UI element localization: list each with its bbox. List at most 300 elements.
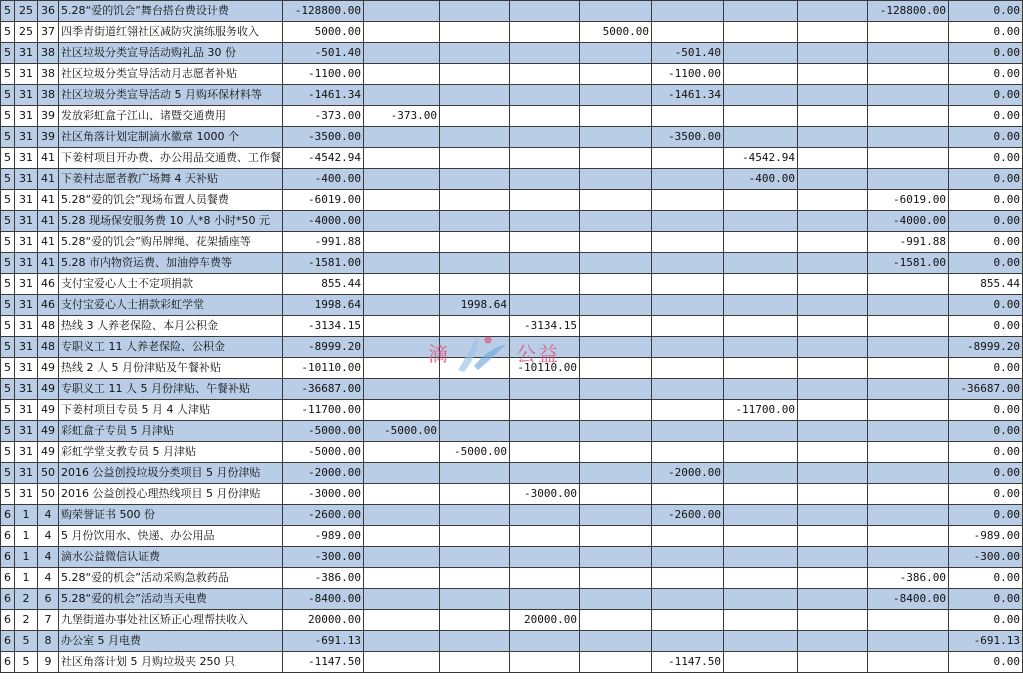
ledger-row (1, 358, 1023, 379)
amount-col-1-cell (364, 337, 440, 358)
amount-col-4-cell (580, 211, 652, 232)
amount-col-3-cell (510, 631, 580, 652)
month-cell: 5 (1, 148, 15, 169)
amount-col-1-cell (364, 484, 440, 505)
amount-col-2-cell (440, 421, 510, 442)
amount-col-7-cell (798, 169, 868, 190)
amount-col-3-cell (510, 1, 580, 22)
amount-col-4-cell (580, 547, 652, 568)
month-cell: 6 (1, 526, 15, 547)
amount-col-1-cell (364, 652, 440, 673)
ledger-row (1, 1, 1023, 22)
description-cell: 社区角落计划 5 月购垃圾夹 250 只 (59, 652, 283, 673)
month-cell: 5 (1, 22, 15, 43)
ledger-row (1, 652, 1023, 673)
amount-col-6-cell (724, 127, 798, 148)
voucher-cell: 6 (38, 589, 59, 610)
amount-col-6-cell: -11700.00 (724, 400, 798, 421)
month-cell: 5 (1, 1, 15, 22)
amount-col-6-cell (724, 589, 798, 610)
amount-col-2-cell (440, 232, 510, 253)
amount-col-5-cell (652, 295, 724, 316)
amount-col-3-cell (510, 22, 580, 43)
month-cell: 5 (1, 106, 15, 127)
ledger-row (1, 442, 1023, 463)
amount-col-2-cell (440, 400, 510, 421)
watermark-right-text: 公益 (516, 341, 560, 366)
amount-col-6-cell (724, 610, 798, 631)
month-cell: 5 (1, 64, 15, 85)
amount-col-3-cell (510, 421, 580, 442)
amount-col-4-cell (580, 652, 652, 673)
amount-col-7-cell (798, 442, 868, 463)
amount-col-8-cell: -1581.00 (868, 253, 949, 274)
description-cell: 5.28 现场保安服务费 10 人*8 小时*50 元 (59, 211, 283, 232)
amount-col-2-cell (440, 631, 510, 652)
month-cell: 5 (1, 295, 15, 316)
voucher-cell: 4 (38, 568, 59, 589)
balance-col-cell: 0.00 (949, 568, 1023, 589)
total-amount-cell: -989.00 (283, 526, 364, 547)
ledger-row (1, 547, 1023, 568)
amount-col-4-cell (580, 169, 652, 190)
description-cell: 社区垃圾分类宣导活动购礼品 30 份 (59, 43, 283, 64)
total-amount-cell: -128800.00 (283, 1, 364, 22)
total-amount-cell: -1147.50 (283, 652, 364, 673)
amount-col-7-cell (798, 568, 868, 589)
amount-col-4-cell (580, 106, 652, 127)
ledger-row (1, 337, 1023, 358)
total-amount-cell: -4000.00 (283, 211, 364, 232)
amount-col-1-cell (364, 442, 440, 463)
amount-col-2-cell (440, 547, 510, 568)
description-cell: 下姜村志愿者教广场舞 4 天补贴 (59, 169, 283, 190)
month-cell: 5 (1, 253, 15, 274)
amount-col-3-cell (510, 64, 580, 85)
amount-col-6-cell (724, 64, 798, 85)
month-cell: 5 (1, 400, 15, 421)
total-amount-cell: -5000.00 (283, 421, 364, 442)
voucher-cell: 41 (38, 169, 59, 190)
amount-col-6-cell (724, 358, 798, 379)
amount-col-4-cell (580, 610, 652, 631)
amount-col-5-cell (652, 421, 724, 442)
balance-col-cell: 0.00 (949, 610, 1023, 631)
amount-col-7-cell (798, 22, 868, 43)
month-cell: 5 (1, 169, 15, 190)
amount-col-3-cell (510, 127, 580, 148)
amount-col-1-cell (364, 631, 440, 652)
day-cell: 31 (15, 295, 38, 316)
amount-col-8-cell (868, 505, 949, 526)
amount-col-7-cell (798, 526, 868, 547)
ledger-row (1, 232, 1023, 253)
day-cell: 25 (15, 22, 38, 43)
total-amount-cell: 855.44 (283, 274, 364, 295)
month-cell: 5 (1, 442, 15, 463)
amount-col-2-cell (440, 610, 510, 631)
amount-col-5-cell (652, 316, 724, 337)
amount-col-1-cell (364, 568, 440, 589)
amount-col-5-cell (652, 442, 724, 463)
amount-col-1-cell (364, 295, 440, 316)
amount-col-5-cell (652, 148, 724, 169)
amount-col-1-cell (364, 22, 440, 43)
total-amount-cell: -300.00 (283, 547, 364, 568)
voucher-cell: 49 (38, 421, 59, 442)
month-cell: 5 (1, 337, 15, 358)
amount-col-5-cell (652, 589, 724, 610)
balance-col-cell: -691.13 (949, 631, 1023, 652)
amount-col-1-cell (364, 1, 440, 22)
description-cell: 发放彩虹盒子江山、诸暨交通费用 (59, 106, 283, 127)
amount-col-8-cell (868, 463, 949, 484)
amount-col-6-cell (724, 631, 798, 652)
day-cell: 5 (15, 631, 38, 652)
amount-col-4-cell (580, 1, 652, 22)
amount-col-8-cell (868, 631, 949, 652)
month-cell: 5 (1, 190, 15, 211)
total-amount-cell: -6019.00 (283, 190, 364, 211)
day-cell: 1 (15, 526, 38, 547)
amount-col-2-cell (440, 463, 510, 484)
description-cell: 热线 3 人养老保险、本月公积金 (59, 316, 283, 337)
month-cell: 5 (1, 211, 15, 232)
amount-col-7-cell (798, 463, 868, 484)
amount-col-3-cell (510, 274, 580, 295)
balance-col-cell: -989.00 (949, 526, 1023, 547)
description-cell: 滴水公益微信认证费 (59, 547, 283, 568)
voucher-cell: 4 (38, 526, 59, 547)
day-cell: 31 (15, 337, 38, 358)
amount-col-4-cell (580, 421, 652, 442)
month-cell: 6 (1, 610, 15, 631)
amount-col-6-cell (724, 253, 798, 274)
amount-col-8-cell (868, 400, 949, 421)
amount-col-7-cell (798, 505, 868, 526)
voucher-cell: 41 (38, 253, 59, 274)
amount-col-5-cell (652, 190, 724, 211)
amount-col-8-cell: -4000.00 (868, 211, 949, 232)
amount-col-7-cell (798, 190, 868, 211)
description-cell: 办公室 5 月电费 (59, 631, 283, 652)
amount-col-5-cell (652, 379, 724, 400)
amount-col-4-cell (580, 253, 652, 274)
amount-col-1-cell (364, 316, 440, 337)
balance-col-cell: -36687.00 (949, 379, 1023, 400)
amount-col-2-cell (440, 505, 510, 526)
balance-col-cell: 0.00 (949, 43, 1023, 64)
amount-col-3-cell (510, 295, 580, 316)
total-amount-cell: -8999.20 (283, 337, 364, 358)
amount-col-4-cell (580, 400, 652, 421)
day-cell: 31 (15, 148, 38, 169)
balance-col-cell: 0.00 (949, 400, 1023, 421)
amount-col-8-cell (868, 547, 949, 568)
ledger-row (1, 400, 1023, 421)
voucher-cell: 46 (38, 295, 59, 316)
amount-col-5-cell (652, 337, 724, 358)
total-amount-cell: -3000.00 (283, 484, 364, 505)
voucher-cell: 7 (38, 610, 59, 631)
balance-col-cell: 0.00 (949, 64, 1023, 85)
amount-col-7-cell (798, 127, 868, 148)
amount-col-8-cell (868, 442, 949, 463)
total-amount-cell: -1100.00 (283, 64, 364, 85)
amount-col-3-cell (510, 505, 580, 526)
amount-col-2-cell (440, 274, 510, 295)
amount-col-8-cell: -6019.00 (868, 190, 949, 211)
amount-col-8-cell (868, 148, 949, 169)
amount-col-8-cell: -386.00 (868, 568, 949, 589)
amount-col-4-cell (580, 85, 652, 106)
amount-col-7-cell (798, 337, 868, 358)
amount-col-5-cell: -2600.00 (652, 505, 724, 526)
amount-col-6-cell (724, 232, 798, 253)
balance-col-cell: 0.00 (949, 232, 1023, 253)
day-cell: 31 (15, 274, 38, 295)
amount-col-2-cell (440, 526, 510, 547)
ledger-row (1, 64, 1023, 85)
amount-col-4-cell (580, 568, 652, 589)
month-cell: 6 (1, 589, 15, 610)
amount-col-3-cell (510, 211, 580, 232)
amount-col-1-cell (364, 274, 440, 295)
balance-col-cell: 0.00 (949, 442, 1023, 463)
description-cell: 支付宝爱心人士不定项捐款 (59, 274, 283, 295)
amount-col-6-cell (724, 442, 798, 463)
amount-col-7-cell (798, 547, 868, 568)
total-amount-cell: -1581.00 (283, 253, 364, 274)
description-cell: 5.28“爱的饥会”舞台搭台费设计费 (59, 1, 283, 22)
amount-col-7-cell (798, 421, 868, 442)
total-amount-cell: -3500.00 (283, 127, 364, 148)
ledger-row (1, 295, 1023, 316)
ledger-row (1, 274, 1023, 295)
amount-col-8-cell (868, 64, 949, 85)
amount-col-7-cell (798, 106, 868, 127)
month-cell: 6 (1, 631, 15, 652)
amount-col-5-cell (652, 169, 724, 190)
ledger-row (1, 610, 1023, 631)
month-cell: 5 (1, 421, 15, 442)
voucher-cell: 4 (38, 547, 59, 568)
balance-col-cell: 0.00 (949, 1, 1023, 22)
day-cell: 31 (15, 232, 38, 253)
amount-col-7-cell (798, 652, 868, 673)
description-cell: 2016 公益创投心理热线项目 5 月份津贴 (59, 484, 283, 505)
amount-col-6-cell (724, 43, 798, 64)
month-cell: 6 (1, 547, 15, 568)
amount-col-7-cell (798, 43, 868, 64)
amount-col-1-cell (364, 463, 440, 484)
amount-col-2-cell: -5000.00 (440, 442, 510, 463)
description-cell: 购荣誉证书 500 份 (59, 505, 283, 526)
amount-col-3-cell (510, 589, 580, 610)
amount-col-2-cell (440, 148, 510, 169)
amount-col-8-cell: -8400.00 (868, 589, 949, 610)
voucher-cell: 36 (38, 1, 59, 22)
amount-col-5-cell (652, 232, 724, 253)
amount-col-1-cell (364, 43, 440, 64)
balance-col-cell: 0.00 (949, 148, 1023, 169)
amount-col-1-cell (364, 148, 440, 169)
amount-col-4-cell (580, 589, 652, 610)
amount-col-1-cell: -5000.00 (364, 421, 440, 442)
description-cell: 5 月份饮用水、快递、办公用品 (59, 526, 283, 547)
amount-col-3-cell (510, 652, 580, 673)
balance-col-cell: -300.00 (949, 547, 1023, 568)
day-cell: 31 (15, 316, 38, 337)
amount-col-1-cell (364, 526, 440, 547)
description-cell: 5.28“爱的机会”活动采购急救药品 (59, 568, 283, 589)
voucher-cell: 50 (38, 484, 59, 505)
amount-col-2-cell (440, 589, 510, 610)
amount-col-3-cell (510, 148, 580, 169)
amount-col-2-cell (440, 358, 510, 379)
amount-col-2-cell (440, 169, 510, 190)
amount-col-7-cell (798, 631, 868, 652)
amount-col-4-cell (580, 316, 652, 337)
month-cell: 5 (1, 127, 15, 148)
amount-col-7-cell (798, 358, 868, 379)
amount-col-4-cell: 5000.00 (580, 22, 652, 43)
amount-col-4-cell (580, 43, 652, 64)
voucher-cell: 41 (38, 211, 59, 232)
balance-col-cell: 0.00 (949, 463, 1023, 484)
voucher-cell: 49 (38, 379, 59, 400)
day-cell: 31 (15, 463, 38, 484)
amount-col-1-cell (364, 232, 440, 253)
balance-col-cell: 0.00 (949, 295, 1023, 316)
amount-col-6-cell (724, 22, 798, 43)
amount-col-4-cell (580, 631, 652, 652)
amount-col-5-cell: -501.40 (652, 43, 724, 64)
amount-col-3-cell (510, 337, 580, 358)
description-cell: 专职义工 11 人养老保险、公积金 (59, 337, 283, 358)
amount-col-5-cell (652, 631, 724, 652)
ledger-row (1, 43, 1023, 64)
description-cell: 社区垃圾分类宣导活动月志愿者补贴 (59, 64, 283, 85)
day-cell: 31 (15, 64, 38, 85)
amount-col-3-cell: -3000.00 (510, 484, 580, 505)
voucher-cell: 38 (38, 43, 59, 64)
month-cell: 6 (1, 652, 15, 673)
amount-col-3-cell (510, 547, 580, 568)
ledger-row (1, 526, 1023, 547)
total-amount-cell: -5000.00 (283, 442, 364, 463)
day-cell: 31 (15, 190, 38, 211)
amount-col-2-cell (440, 64, 510, 85)
total-amount-cell: -386.00 (283, 568, 364, 589)
amount-col-8-cell (868, 43, 949, 64)
amount-col-6-cell (724, 379, 798, 400)
amount-col-7-cell (798, 274, 868, 295)
total-amount-cell: -1461.34 (283, 85, 364, 106)
day-cell: 25 (15, 1, 38, 22)
amount-col-1-cell (364, 547, 440, 568)
voucher-cell: 4 (38, 505, 59, 526)
amount-col-5-cell: -3500.00 (652, 127, 724, 148)
month-cell: 5 (1, 463, 15, 484)
ledger-row (1, 85, 1023, 106)
total-amount-cell: -4542.94 (283, 148, 364, 169)
amount-col-3-cell (510, 106, 580, 127)
amount-col-7-cell (798, 589, 868, 610)
voucher-cell: 39 (38, 127, 59, 148)
amount-col-8-cell (868, 526, 949, 547)
amount-col-2-cell (440, 484, 510, 505)
amount-col-3-cell (510, 442, 580, 463)
description-cell: 九堡街道办事处社区矫正心理帮扶收入 (59, 610, 283, 631)
amount-col-2-cell: 1998.64 (440, 295, 510, 316)
amount-col-7-cell (798, 64, 868, 85)
amount-col-7-cell (798, 253, 868, 274)
amount-col-6-cell (724, 421, 798, 442)
balance-col-cell: 0.00 (949, 484, 1023, 505)
amount-col-8-cell (868, 652, 949, 673)
month-cell: 5 (1, 85, 15, 106)
amount-col-4-cell (580, 127, 652, 148)
amount-col-2-cell (440, 127, 510, 148)
amount-col-4-cell (580, 442, 652, 463)
amount-col-6-cell (724, 85, 798, 106)
amount-col-7-cell (798, 379, 868, 400)
ledger-row (1, 589, 1023, 610)
amount-col-5-cell (652, 484, 724, 505)
ledger-row (1, 316, 1023, 337)
month-cell: 6 (1, 568, 15, 589)
amount-col-1-cell (364, 64, 440, 85)
amount-col-8-cell (868, 484, 949, 505)
amount-col-6-cell (724, 190, 798, 211)
day-cell: 2 (15, 610, 38, 631)
description-cell: 社区垃圾分类宣导活动 5 月购环保材料等 (59, 85, 283, 106)
voucher-cell: 49 (38, 400, 59, 421)
month-cell: 5 (1, 232, 15, 253)
voucher-cell: 38 (38, 64, 59, 85)
description-cell: 彩虹盒子专员 5 月津贴 (59, 421, 283, 442)
amount-col-5-cell (652, 106, 724, 127)
balance-col-cell: -8999.20 (949, 337, 1023, 358)
amount-col-6-cell (724, 505, 798, 526)
ledger-row (1, 631, 1023, 652)
amount-col-3-cell (510, 526, 580, 547)
amount-col-6-cell: -400.00 (724, 169, 798, 190)
balance-col-cell: 0.00 (949, 505, 1023, 526)
day-cell: 31 (15, 169, 38, 190)
month-cell: 5 (1, 379, 15, 400)
amount-col-1-cell (364, 85, 440, 106)
month-cell: 5 (1, 43, 15, 64)
total-amount-cell: -10110.00 (283, 358, 364, 379)
amount-col-3-cell (510, 379, 580, 400)
amount-col-4-cell (580, 358, 652, 379)
description-cell: 5.28“爱的饥会”购吊牌绳、花架插座等 (59, 232, 283, 253)
amount-col-3-cell: -10110.00 (510, 358, 580, 379)
amount-col-5-cell (652, 526, 724, 547)
balance-col-cell: 0.00 (949, 127, 1023, 148)
day-cell: 31 (15, 85, 38, 106)
ledger-row (1, 421, 1023, 442)
amount-col-5-cell (652, 400, 724, 421)
description-cell: 支付宝爱心人士捐款彩虹学堂 (59, 295, 283, 316)
amount-col-8-cell: -128800.00 (868, 1, 949, 22)
total-amount-cell: -691.13 (283, 631, 364, 652)
amount-col-5-cell: -1100.00 (652, 64, 724, 85)
voucher-cell: 41 (38, 190, 59, 211)
total-amount-cell: -991.88 (283, 232, 364, 253)
